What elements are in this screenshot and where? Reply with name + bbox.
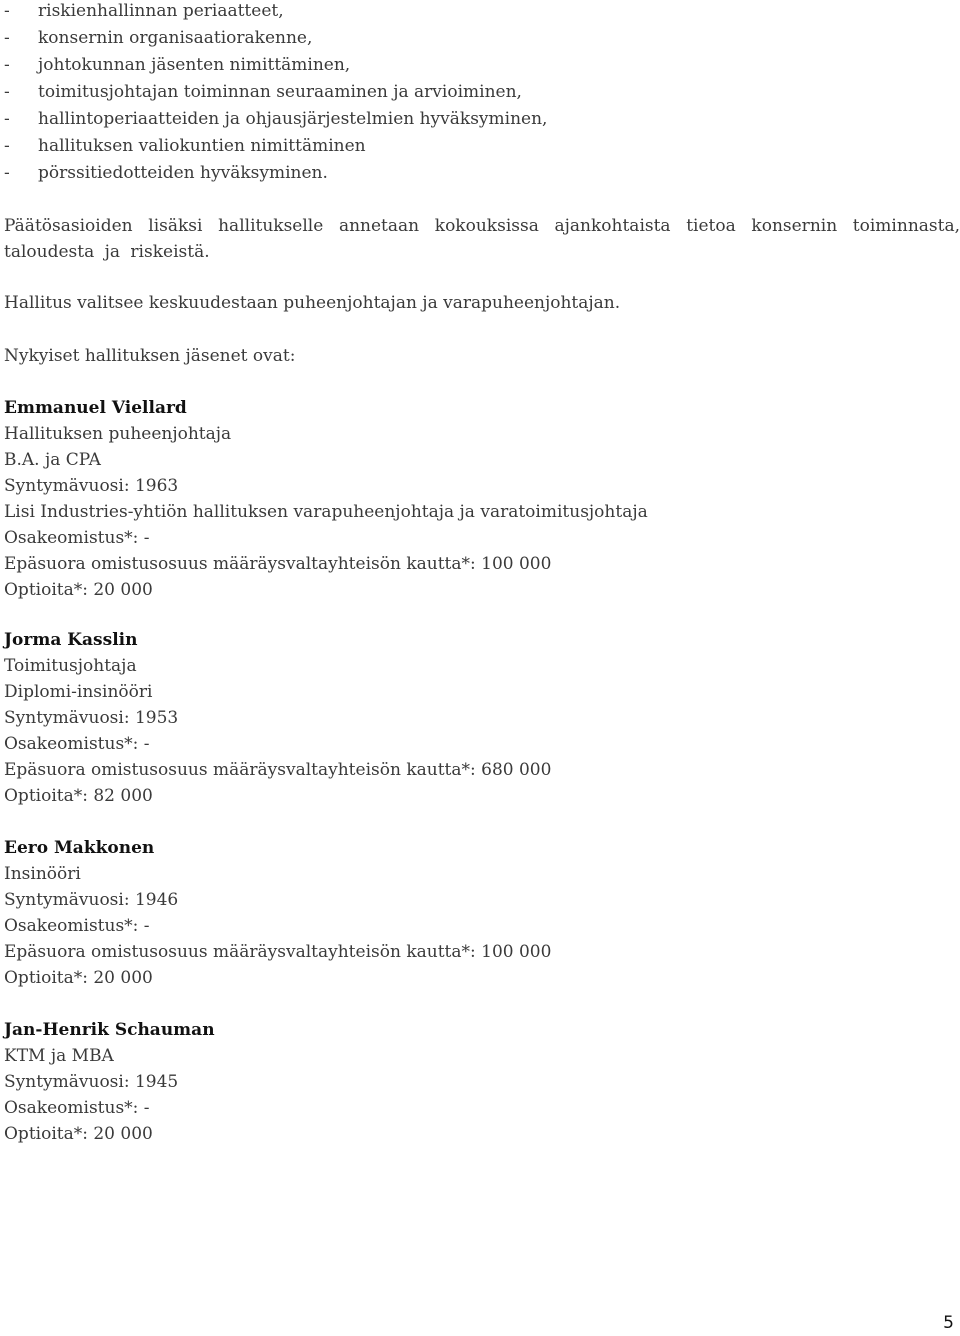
- bullet-dash: -: [4, 28, 10, 48]
- member-detail: Epäsuora omistusosuus määräysvaltayhteisön kautta*: 680 000: [4, 760, 552, 780]
- member-detail: Optioita*: 20 000: [4, 580, 153, 600]
- bullet-dash: -: [4, 55, 10, 75]
- list-item-text: konsernin organisaatiorakenne,: [38, 28, 313, 48]
- member-detail: Diplomi-insinööri: [4, 682, 153, 702]
- member-detail: Epäsuora omistusosuus määräysvaltayhteisön kautta*: 100 000: [4, 554, 552, 574]
- list-item-text: johtokunnan jäsenten nimittäminen,: [38, 55, 351, 75]
- member-detail: Optioita*: 20 000: [4, 1124, 153, 1144]
- bullet-dash: -: [4, 82, 10, 102]
- member-detail: Syntymävuosi: 1953: [4, 708, 179, 728]
- member-detail: Osakeomistus*: -: [4, 1098, 150, 1118]
- list-item: [4, 79, 547, 106]
- member-detail: Lisi Industries-yhtiön hallituksen varapuheenjohtaja ja varatoimitusjohtaja: [4, 502, 648, 522]
- member-detail: Optioita*: 20 000: [4, 968, 153, 988]
- list-item: [4, 52, 547, 79]
- member-detail: Syntymävuosi: 1945: [4, 1072, 179, 1092]
- member-detail: B.A. ja CPA: [4, 450, 101, 470]
- list-item: [4, 0, 547, 25]
- board-duties-list: [4, 0, 547, 187]
- list-item: [4, 160, 547, 187]
- board-member: [4, 627, 551, 809]
- member-detail: Epäsuora omistusosuus määräysvaltayhteisön kautta*: 100 000: [4, 942, 552, 962]
- member-detail: Insinööri: [4, 864, 81, 884]
- list-item-text: toimitusjohtajan toiminnan seuraaminen ja arvioiminen,: [38, 82, 522, 102]
- member-name: Jan-Henrik Schauman: [4, 1020, 215, 1040]
- member-name: Emmanuel Viellard: [4, 398, 187, 418]
- board-member: [4, 835, 551, 991]
- member-detail: Osakeomistus*: -: [4, 734, 150, 754]
- list-item-text: hallintoperiaatteiden ja ohjausjärjestelmien hyväksyminen,: [38, 109, 548, 129]
- page-number: 5: [943, 1313, 954, 1333]
- member-detail: Toimitusjohtaja: [4, 656, 137, 676]
- bullet-dash: -: [4, 136, 10, 156]
- list-item: [4, 25, 547, 52]
- board-member: [4, 1017, 215, 1147]
- member-detail: Osakeomistus*: -: [4, 528, 150, 548]
- member-name: Eero Makkonen: [4, 838, 155, 858]
- list-item-text: riskienhallinnan periaatteet,: [38, 1, 284, 21]
- member-detail: KTM ja MBA: [4, 1046, 114, 1066]
- member-detail: Osakeomistus*: -: [4, 916, 150, 936]
- bullet-dash: -: [4, 163, 10, 183]
- member-name: Jorma Kasslin: [4, 630, 138, 650]
- board-member: [4, 395, 648, 603]
- bullet-dash: -: [4, 1, 10, 21]
- list-item-text: hallituksen valiokuntien nimittäminen: [38, 136, 366, 156]
- list-item-text: pörssitiedotteiden hyväksyminen.: [38, 163, 328, 183]
- list-item: [4, 133, 547, 160]
- list-item: [4, 106, 547, 133]
- paragraph-decisions: Päätösasioiden lisäksi hallitukselle annetaan kokouksissa ajankohtaista tietoa konsernin toiminnasta, taloudesta ja riskeistä.: [4, 216, 960, 262]
- member-detail: Hallituksen puheenjohtaja: [4, 424, 232, 444]
- paragraph-members-intro: Nykyiset hallituksen jäsenet ovat:: [4, 346, 296, 366]
- member-detail: Syntymävuosi: 1963: [4, 476, 179, 496]
- member-detail: Optioita*: 82 000: [4, 786, 153, 806]
- bullet-dash: -: [4, 109, 10, 129]
- paragraph-chair-election: Hallitus valitsee keskuudestaan puheenjohtajan ja varapuheenjohtajan.: [4, 293, 621, 313]
- member-detail: Syntymävuosi: 1946: [4, 890, 179, 910]
